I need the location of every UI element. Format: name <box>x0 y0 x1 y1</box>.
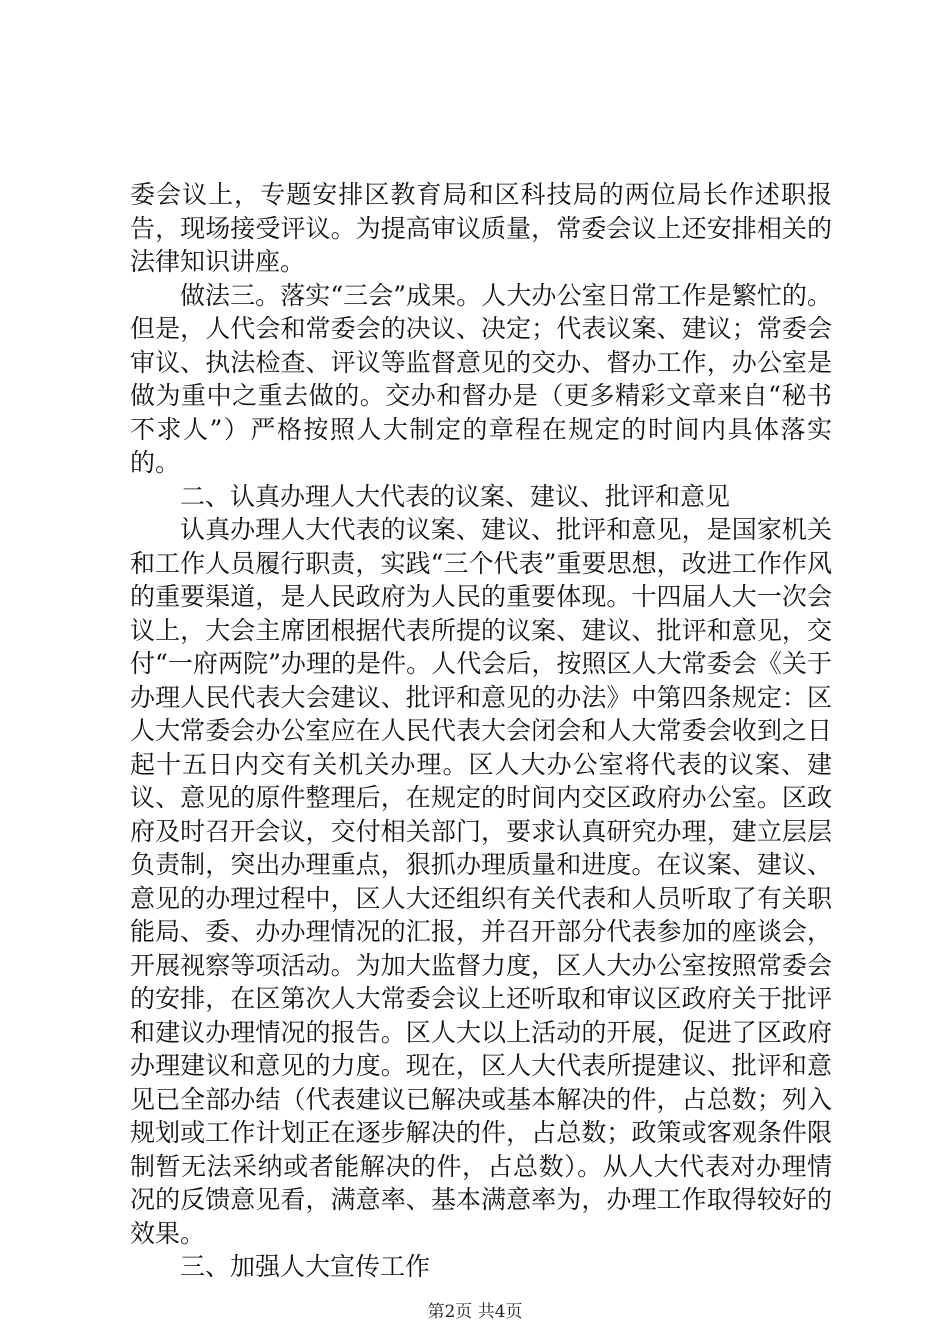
paragraph-continuation: 委会议上，专题安排区教育局和区科技局的两位局长作述职报告，现场接受评议。为提高审议质量，常委会议上还安排相关的法律知识讲座。 <box>130 180 832 276</box>
section-heading-two: 二、认真办理人大代表的议案、建议、批评和意见 <box>180 481 731 511</box>
paragraph-method-three: 做法三。落实“三会”成果。人大办公室日常工作是繁忙的。但是，人代会和常委会的决议、决定；代表议案、建议；常委会审议、执法检查、评议等监督意见的交办、督办工作，办公室是做为重中之重去做的。交办和督办是（更多精彩文章来自“秘书不求人”）严格按照人大制定的章程在规定的时间内具体落实的。 <box>130 280 832 477</box>
page-footer: 第2页 共4页 <box>427 1302 523 1322</box>
paragraph-handling-proposals: 认真办理人大代表的议案、建议、批评和意见，是国家机关和工作人员履行职责，实践“三个代表”重要思想，改进工作作风的重要渠道，是人民政府为人民的重要体现。十四届人大一次会议上，大会主席团根据代表所提的议案、建议、批评和意见，交付“一府两院”办理的是件。人代会后，按照区人大常委会《关于办理人民代表大会建议、批评和意见的办法》中第四条规定：区人大常委会办公室应在人民代表大会闭会和人大常委会收到之日起十五日内交有关机关办理。区人大办公室将代表的议案、建议、意见的原件整理后，在规定的时间内交区政府办公室。区政府及时召开会议，交付相关部门，要求认真研究办理，建立层层负责制，突出办理重点，狠抓办理质量和进度。在议案、建议、意见的办理过程中，区人大还组织有关代表和人员听取了有关职能局、委、办办理情况的汇报，并召开部分代表参加的座谈会，开展视察等项活动。为加大监督力度，区人大办公室按照常委会的安排，在区第次人大常委会议上还听取和审议区政府关于批评和建议办理情况的报告。区人大以上活动的开展，促进了区政府办理建议和意见的力度。现在，区人大代表所提建议、批评和意见已全部办结（代表建议已解决或基本解决的件，占总数；列入规划或工作计划正在逐步解决的件，占总数；政策或客观条件限制暂无法采纳或者能解决的件，占总数）。从人大代表对办理情况的反馈意见看，满意率、基本满意率为，办理工作取得较好的效果。 <box>130 515 832 1248</box>
document-body <box>130 178 832 1284</box>
section-heading-three: 三、加强人大宣传工作 <box>180 1252 431 1281</box>
